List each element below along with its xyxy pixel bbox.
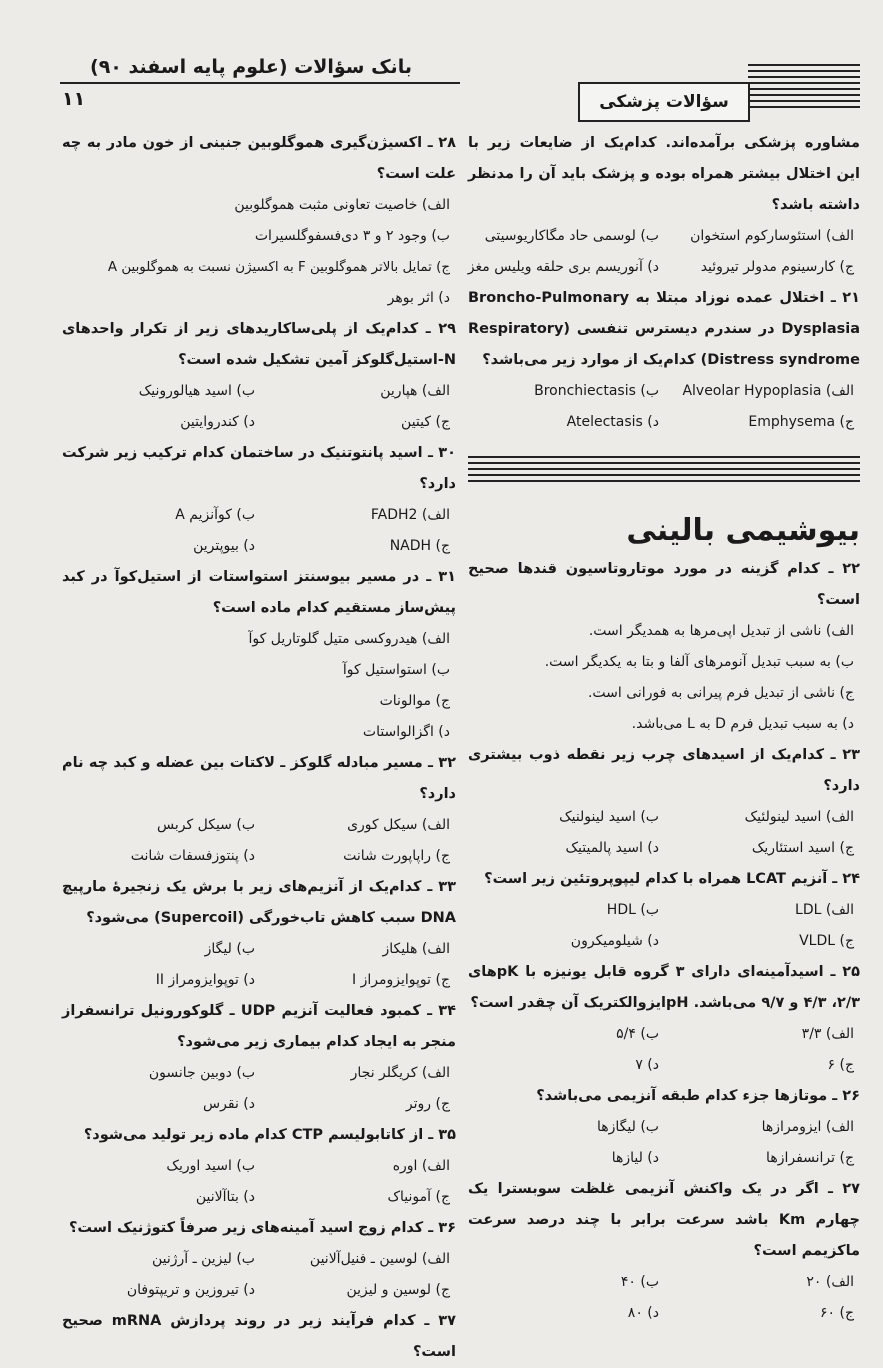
option: الف) ۳/۳ [801, 1026, 854, 1042]
option: الف) LDL [795, 902, 854, 918]
question-35: ۳۵ ـ از کاتابولیسم CTP کدام ماده زیر تولید می‌شود؟ [83, 1127, 456, 1143]
options-row [468, 1298, 860, 1329]
options-row [62, 407, 456, 438]
options-row [468, 221, 860, 252]
options-row [468, 833, 860, 864]
option: د) اسید پالمیتیک [565, 840, 659, 856]
question-34: ۳۴ ـ کمبود فعالیت آنزیم UDP ـ گلوکورونیل ترانسفراز منجر به ایجاد کدام بیماری زیر می‌شود؟ [62, 1003, 456, 1050]
option: ب) وجود ۲ و ۳ دی‌فسفوگلسیرات [254, 228, 450, 244]
options-row [468, 407, 860, 438]
option: ب) به سبب تبدیل آنومرهای آلفا و بتا به یکدیگر است. [544, 654, 854, 670]
option: الف) ناشی از تبدیل اپی‌مرها به همدیگر است. [588, 623, 854, 639]
option: ج) روتر [405, 1096, 450, 1112]
option: ب) لوسمی حاد مگاکاریوسیتی [484, 228, 659, 244]
option: الف) اسید لینولئیک [744, 809, 854, 825]
right-column [468, 128, 860, 1329]
option: الف) Alveolar Hypoplasia [682, 383, 854, 399]
option: ج) ناشی از تبدیل فرم پیرانی به فورانی است. [587, 685, 854, 701]
question-33: ۳۳ ـ کدام‌یک از آنزیم‌های زیر با برش یک زنجیرهٔ مارپیچ DNA سبب کاهش تاب‌خورگی (Supercoil) می‌شود؟ [62, 879, 456, 926]
section-title: بیوشیمی بالینی [626, 513, 860, 548]
options-row [62, 841, 456, 872]
option: الف) لوسین ـ فنیل‌آلانین [309, 1251, 450, 1267]
option: ج) آمونیاک [387, 1189, 450, 1205]
option: الف) کریگلر نجار [350, 1065, 450, 1081]
question-29: ۲۹ ـ کدام‌یک از پلی‌ساکاریدهای زیر از تکرار واحدهای N-استیل‌گلوکز آمین تشکیل شده است؟ [62, 321, 456, 368]
option: ج) NADH [389, 538, 450, 554]
header-rule [60, 82, 460, 84]
option: د) کندروایتین [180, 414, 255, 430]
option: د) Atelectasis [566, 414, 659, 430]
options-row [468, 926, 860, 957]
option: الف) هیدروکسی متیل گلوتاریل کوآ [248, 631, 450, 647]
option: ج) اسید استئاریک [751, 840, 854, 856]
options-row [468, 376, 860, 407]
question-25: ۲۵ ـ اسیدآمینه‌ای دارای ۳ گروه قابل یونیزه با pKهای ۲/۳، ۴/۳ و ۹/۷ می‌باشد. pHایزوالکتریک آن چقدر است؟ [468, 964, 860, 1011]
option: ج) کارسینوم مدولر تیروئید [700, 259, 854, 275]
option: ب) اسید لینولنیک [559, 809, 659, 825]
option: ج) VLDL [799, 933, 854, 949]
option: ب) استواستیل کوآ [342, 662, 450, 678]
option: ب) لیگاز [204, 941, 255, 957]
question-28: ۲۸ ـ اکسیژن‌گیری هموگلوبین جنینی از خون مادر به چه علت است؟ [62, 135, 456, 182]
option: ج) توپوایزومراز I [352, 972, 450, 988]
option: د) توپوایزومراز II [155, 972, 255, 988]
options-row [62, 1058, 456, 1089]
option: الف) اوره [392, 1158, 450, 1174]
option: الف) استئوسارکوم استخوان [690, 228, 854, 244]
options-row [62, 1151, 456, 1182]
option: د) بتاآلانین [195, 1189, 255, 1205]
option: ب) ۴۰ [620, 1274, 659, 1290]
question-31: ۳۱ ـ در مسیر بیوسنتز استواستات از استیل‌کوآ در کبد پیش‌ساز مستقیم کدام ماده است؟ [62, 569, 456, 616]
question-23: ۲۳ ـ کدام‌یک از اسیدهای چرب زیر نقطه ذوب بیشتری دارد؟ [468, 747, 860, 794]
option: د) نقرس [203, 1096, 255, 1112]
option: ب) Bronchiectasis [534, 383, 659, 399]
option: د) لیازها [611, 1150, 659, 1166]
option: الف) هلیکاز [382, 941, 450, 957]
option: د) شیلومیکرون [570, 933, 659, 949]
option: ب) لیگازها [597, 1119, 659, 1135]
options-row [62, 1244, 456, 1275]
options-row [468, 1112, 860, 1143]
question-30: ۳۰ ـ اسید پانتوتنیک در ساختمان کدام ترکیب زیر شرکت دارد؟ [62, 445, 456, 492]
option: د) تیروزین و تریپتوفان [126, 1282, 255, 1298]
option: ج) ۶۰ [820, 1305, 854, 1321]
option: ب) دوبین جانسون [148, 1065, 255, 1081]
option: الف) هپارین [380, 383, 450, 399]
option: د) به سبب تبدیل فرم D به L می‌باشد. [631, 716, 854, 732]
question-24: ۲۴ ـ آنزیم LCAT همراه با کدام لیپوپروتئین زیر است؟ [484, 871, 860, 887]
option: ج) لوسین و لیزین [346, 1282, 450, 1298]
options-row [62, 376, 456, 407]
options-row [62, 1182, 456, 1213]
option: الف) FADH2 [370, 507, 450, 523]
option: ج) راپاپورت شانت [343, 848, 450, 864]
option: ج) ترانسفرازها [766, 1150, 854, 1166]
question-27: ۲۷ ـ اگر در یک واکنش آنزیمی غلظت سوبسترا یک چهارم Km باشد سرعت برابر با چند درصد سرعت ماکزیمم است؟ [468, 1181, 860, 1259]
page-number: ۱۱ [62, 88, 86, 110]
options-row [62, 1089, 456, 1120]
option: د) پنتوزفسفات شانت [130, 848, 255, 864]
option: الف) ۲۰ [806, 1274, 854, 1290]
option: الف) خاصیت تعاونی مثبت هموگلوبین [234, 197, 450, 213]
option: د) اگزالواستات [362, 724, 450, 740]
section-stripes [468, 456, 860, 486]
question-36: ۳۶ ـ کدام زوج اسید آمینه‌های زیر صرفاً کتوژنیک است؟ [69, 1220, 456, 1236]
option: ج) موالونات [379, 693, 450, 709]
options-row [62, 500, 456, 531]
header-stripes [748, 64, 860, 110]
option: د) بیوپترین [193, 538, 255, 554]
option: ب) ۵/۴ [616, 1026, 659, 1042]
option: ب) کوآنزیم A [175, 507, 255, 523]
option: ب) اسید اوریک [166, 1158, 255, 1174]
option: ب) HDL [606, 902, 659, 918]
option: ب) سیکل کربس [157, 817, 255, 833]
option: د) ۸۰ [627, 1305, 659, 1321]
options-row [62, 934, 456, 965]
options-row [468, 252, 860, 283]
option: الف) سیکل کوری [347, 817, 450, 833]
option: ب) اسید هیالورونیک [138, 383, 255, 399]
options-row [62, 531, 456, 562]
options-row [468, 1267, 860, 1298]
options-row [468, 1019, 860, 1050]
options-row [468, 802, 860, 833]
options-row [62, 810, 456, 841]
option: ج) Emphysema [748, 414, 854, 430]
option: ج) کیتین [401, 414, 450, 430]
options-row [62, 965, 456, 996]
option: د) آنوریسم بری حلقه ویلیس مغز [467, 259, 659, 275]
options-row [468, 1143, 860, 1174]
question-32: ۳۲ ـ مسیر مبادله گلوکز ـ لاکتات بین عضله و کبد چه نام دارد؟ [62, 755, 456, 802]
option: ج) ۶ [827, 1057, 854, 1073]
option: الف) ایزومرازها [761, 1119, 854, 1135]
options-row [468, 895, 860, 926]
option: د) اثر بوهر [387, 290, 450, 306]
question-37: ۳۷ ـ کدام فرآیند زیر در روند پردازش mRNA صحیح است؟ [62, 1313, 456, 1360]
option: د) ۷ [635, 1057, 659, 1073]
question-22: ۲۲ ـ کدام گزینه در مورد موتاروتاسیون قندها صحیح است؟ [468, 561, 860, 608]
book-title: بانک سؤالات (علوم پایه اسفند ۹۰) [90, 56, 412, 78]
options-row [468, 1050, 860, 1081]
section-divider [468, 438, 860, 508]
option: ج) تمایل بالاتر هموگلوبین F به اکسیژن نسبت به هموگلوبین A [107, 260, 450, 275]
section-tab: سؤالات پزشکی [578, 82, 750, 122]
question-21: ۲۱ ـ اختلال عمده نوزاد مبتلا به Broncho-Pulmonary Dysplasia در سندرم دیسترس تنفسی (Respiratory Distress syndrome) کدام‌یک از موارد زیر می‌باشد؟ [468, 290, 860, 368]
question-20-continued: مشاوره پزشکی برآمده‌اند. کدام‌یک از ضایعات زیر با این اختلال بیشتر همراه بوده و پزشک باید آن را مدنظر داشته باشد؟ [468, 135, 860, 213]
question-26: ۲۶ ـ موتازها جزء کدام طبقه آنزیمی می‌باشد؟ [536, 1088, 860, 1104]
option: ب) لیزین ـ آرژنین [151, 1251, 255, 1267]
left-column [62, 128, 456, 1368]
